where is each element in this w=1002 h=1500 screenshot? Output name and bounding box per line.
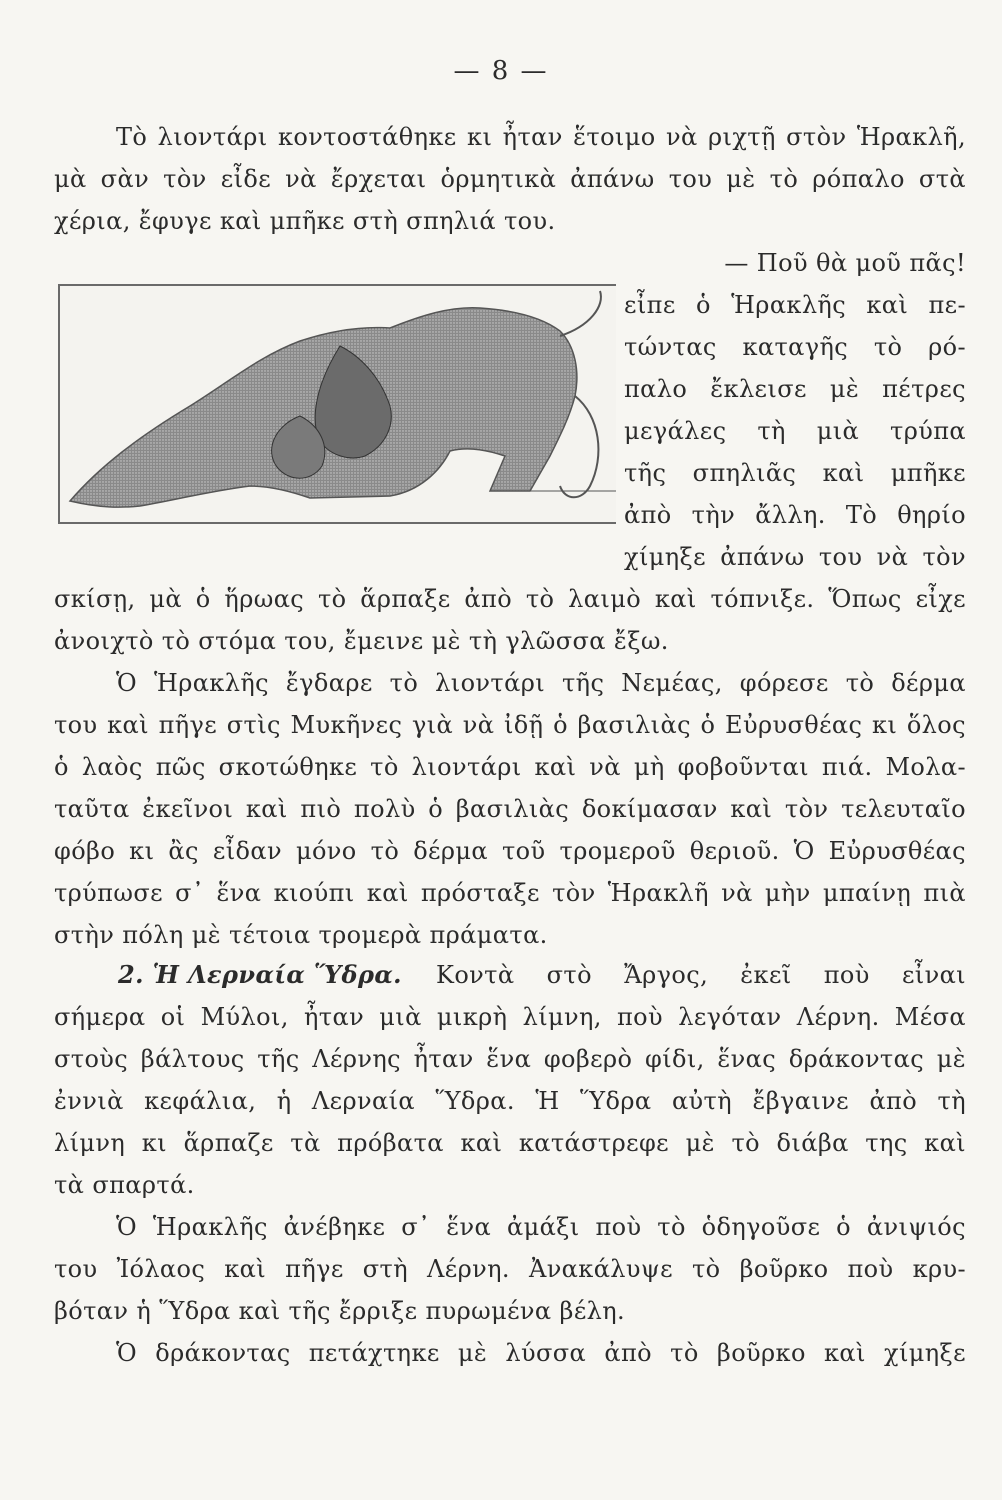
text-line: Τὸ λιοντάρι κοντοστάθηκε κι ἦταν ἕτοιμο νὰ ριχτῇ στὸν Ἡρακλῆ, xyxy=(116,123,966,151)
text-line: του Ἰόλαος καὶ πῆγε στὴ Λέρνη. Ἀνακάλυψε τὸ βοῦρκο ποὺ κρυ- xyxy=(54,1255,966,1283)
text-line: σκίσῃ, μὰ ὁ ἥρωας τὸ ἅρπαξε ἀπὸ τὸ λαιμὸ καὶ τόπνιξε. Ὅπως εἶχε xyxy=(54,585,966,613)
text-line: Ὁ Ἡρακλῆς ἔγδαρε τὸ λιοντάρι τῆς Νεμέας, φόρεσε τὸ δέρμα xyxy=(116,669,966,697)
text-line: τρύπωσε σ᾽ ἕνα κιούπι καὶ πρόσταξε τὸν Ἡρακλῆ νὰ μὴν μπαίνῃ πιὰ xyxy=(54,879,966,907)
text-line: σήμερα οἱ Μύλοι, ἦταν μιὰ μικρὴ λίμνη, ποὺ λεγόταν Λέρνη. Μέσα xyxy=(54,1003,966,1031)
text-line: ἐννιὰ κεφάλια, ἡ Λερναία Ὕδρα. Ἡ Ὕδρα αὐτὴ ἔβγαινε ἀπὸ τὴ xyxy=(54,1087,966,1115)
text-line: τῆς σπηλιᾶς καὶ μπῆκε xyxy=(624,459,966,487)
page-number: — 8 — xyxy=(453,56,549,86)
text-line: εἶπε ὁ Ἡρακλῆς καὶ πε- xyxy=(624,291,966,319)
section-heading: 2. Ἡ Λερναία Ὕδρα. xyxy=(118,960,402,989)
text-line: μὰ σὰν τὸν εἶδε νὰ ἔρχεται ὁρμητικὰ ἀπάνω του μὲ τὸ ρόπαλο στὰ xyxy=(54,165,966,193)
text-line: Ὁ δράκοντας πετάχτηκε μὲ λύσσα ἀπὸ τὸ βοῦρκο καὶ χίμηξε xyxy=(116,1339,966,1367)
text-line: του καὶ πῆγε στὶς Μυκῆνες γιὰ νὰ ἰδῇ ὁ βασιλιὰς ὁ Εὐρυσθέας κι ὅλος xyxy=(54,711,966,739)
text-line: φόβο κι ἂς εἶδαν μόνο τὸ δέρμα τοῦ τρομεροῦ θεριοῦ. Ὁ Εὐρυσθέας xyxy=(54,837,966,865)
text-line: ἀνοιχτὸ τὸ στόμα του, ἔμεινε μὲ τὴ γλῶσσα ἔξω. xyxy=(54,627,669,655)
text-line: βόταν ἡ Ὕδρα καὶ τῆς ἔρριξε πυρωμένα βέλη. xyxy=(54,1297,626,1325)
text-line: λίμνη κι ἅρπαζε τὰ πρόβατα καὶ κατάστρεφε μὲ τὸ διάβα της καὶ xyxy=(54,1129,966,1157)
text-line: ὁ λαὸς πῶς σκοτώθηκε τὸ λιοντάρι καὶ νὰ μὴ φοβοῦνται πιά. Μολα- xyxy=(54,753,966,781)
text-line: Ὁ Ἡρακλῆς ἀνέβηκε σ᾽ ἕνα ἀμάξι ποὺ τὸ ὁδηγοῦσε ὁ ἀνιψιός xyxy=(116,1213,966,1241)
text-line: στοὺς βάλτους τῆς Λέρνης ἦταν ἕνα φοβερὸ φίδι, ἕνας δράκοντας μὲ xyxy=(54,1045,966,1073)
text-line: στὴν πόλη μὲ τέτοια τρομερὰ πράματα. xyxy=(54,921,548,949)
text-line: ἀπὸ τὴν ἄλλη. Τὸ θηρίο xyxy=(624,501,966,529)
text-line: παλο ἔκλεισε μὲ πέτρες xyxy=(624,375,966,403)
text-line: τὰ σπαρτά. xyxy=(54,1171,195,1199)
text-line: μεγάλες τὴ μιὰ τρύπα xyxy=(624,417,966,445)
text-line: — Ποῦ θὰ μοῦ πᾶς! xyxy=(724,249,966,277)
text-line: Κοντὰ στὸ Ἄργος, ἐκεῖ ποὺ εἶναι xyxy=(436,961,966,989)
text-line: χέρια, ἔφυγε καὶ μπῆκε στὴ σπηλιά του. xyxy=(54,207,556,235)
text-line: ταῦτα ἐκεῖνοι καὶ πιὸ πολὺ ὁ βασιλιὰς δοκίμασαν καὶ τὸν τελευταῖο xyxy=(54,795,966,823)
lion-wrestling-illustration xyxy=(58,284,616,524)
text-line: χίμηξε ἀπάνω του νὰ τὸν xyxy=(624,543,966,571)
text-line: τώντας καταγῆς τὸ ρό- xyxy=(624,333,966,361)
